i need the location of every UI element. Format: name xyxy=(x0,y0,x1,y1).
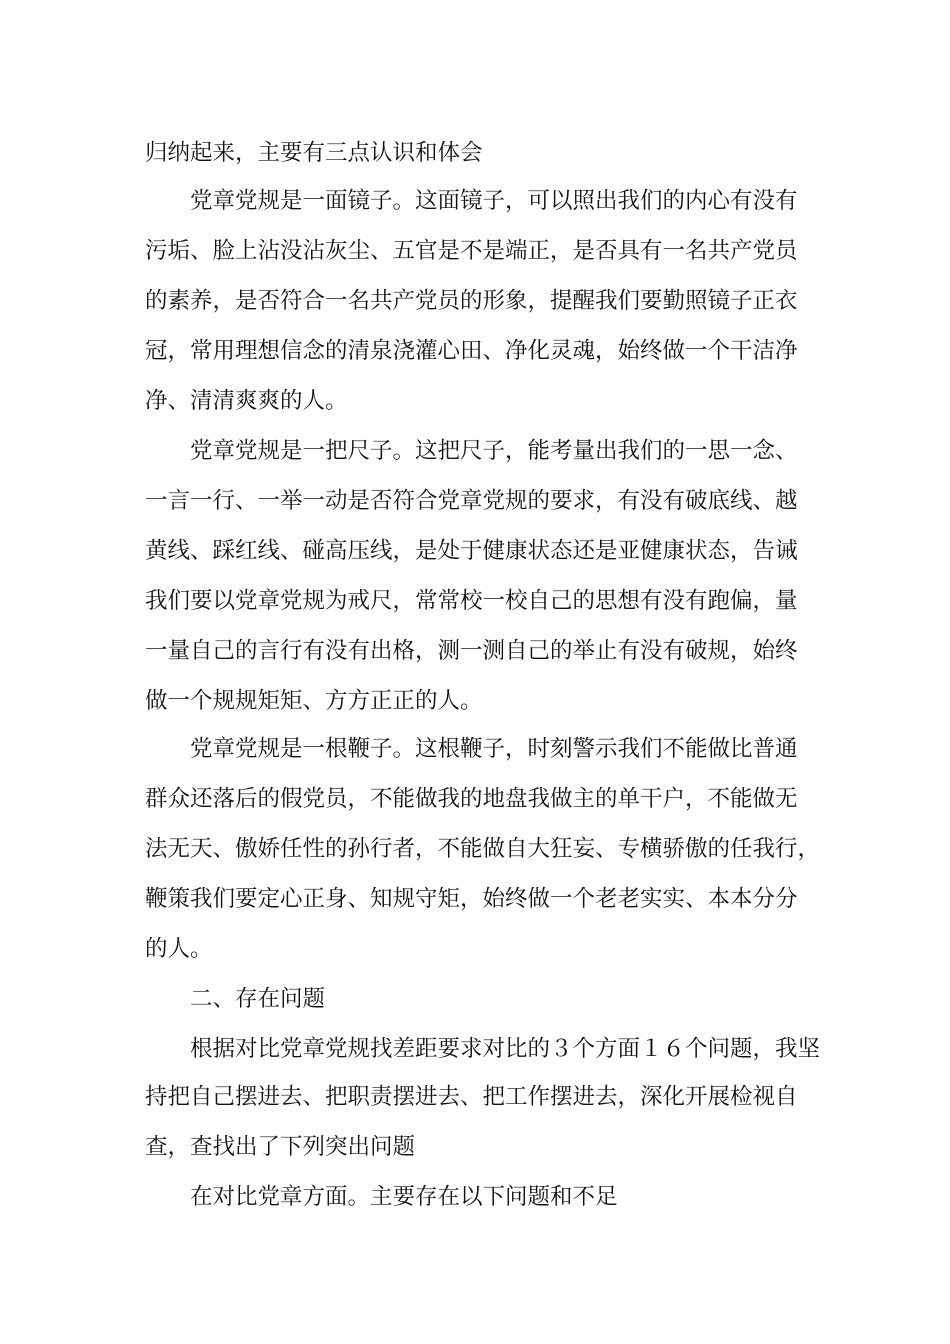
text-line: 的人。 xyxy=(145,936,213,962)
text-line: 鞭策我们要定心正身、知规守矩，始终做一个老老实实、本本分分 xyxy=(145,886,798,912)
text-line: 做一个规规矩矩、方方正正的人。 xyxy=(145,688,483,714)
text-line: 污垢、脸上沾没沾灰尘、五官是不是端正，是否具有一名共产党员 xyxy=(145,238,798,264)
section-heading: 二、存在问题 xyxy=(190,986,326,1012)
text-line: 冠，常用理想信念的清泉浇灌心田、净化灵魂，始终做一个干洁净 xyxy=(145,338,798,364)
text-line: 群众还落后的假党员，不能做我的地盘我做主的单干户，不能做无 xyxy=(145,786,798,812)
text-line: 查，查找出了下列突出问题 xyxy=(145,1134,416,1160)
text-line: 黄线、踩红线、碰高压线，是处于健康状态还是亚健康状态，告诫 xyxy=(145,538,798,564)
text-line: 党章党规是一把尺子。这把尺子，能考量出我们的一思一念、 xyxy=(190,438,798,464)
text-line: 归纳起来，主要有三点认识和体会 xyxy=(145,140,483,166)
text-line: 根据对比党章党规找差距要求对比的３个方面１６个问题，我坚 xyxy=(190,1036,821,1062)
text-line: 法无天、傲娇任性的孙行者，不能做自大狂妄、专横骄傲的任我行， xyxy=(145,836,821,862)
text-line: 的素养，是否符合一名共产党员的形象，提醒我们要勤照镜子正衣 xyxy=(145,288,798,314)
text-line: 持把自己摆进去、把职责摆进去、把工作摆进去，深化开展检视自 xyxy=(145,1084,798,1110)
text-line: 一量自己的言行有没有出格，测一测自己的举止有没有破规，始终 xyxy=(145,638,798,664)
text-line: 在对比党章方面。主要存在以下问题和不足 xyxy=(190,1184,618,1210)
text-line: 党章党规是一根鞭子。这根鞭子，时刻警示我们不能做比普通 xyxy=(190,736,798,762)
text-line: 净、清清爽爽的人。 xyxy=(145,388,348,414)
text-line: 我们要以党章党规为戒尺，常常校一校自己的思想有没有跑偏，量 xyxy=(145,588,798,614)
text-line: 党章党规是一面镜子。这面镜子，可以照出我们的内心有没有 xyxy=(190,188,798,214)
text-line: 一言一行、一举一动是否符合党章党规的要求，有没有破底线、越 xyxy=(145,488,798,514)
